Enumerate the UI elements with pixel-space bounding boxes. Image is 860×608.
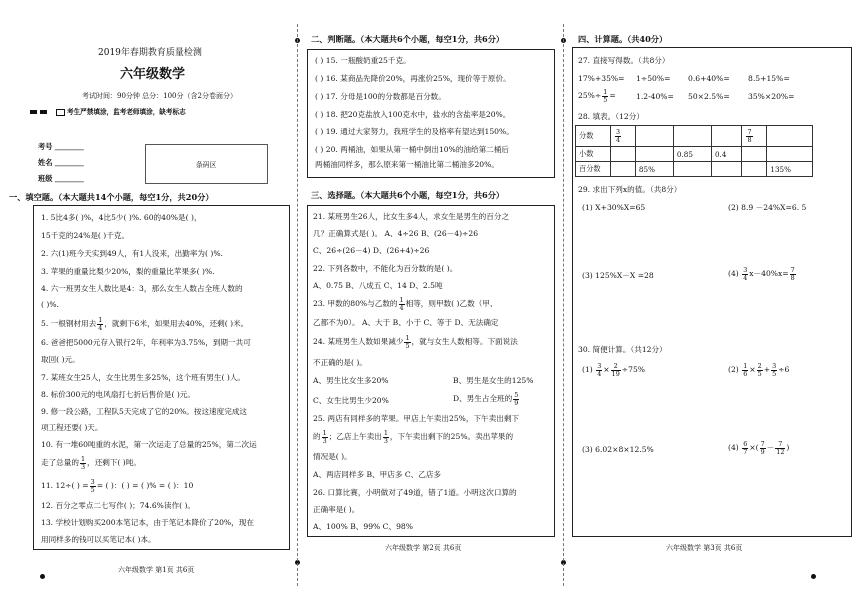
fraction-7-8: $\frac{7}{8}$ [747,127,752,144]
calc-item: 25%÷ $\frac{1}{5}$ = [578,87,616,104]
column-divider [563,24,564,586]
table-cell[interactable] [767,147,813,162]
table-cell[interactable] [767,126,813,147]
q13-line2: 用同样多的钱可以买笔记本( )本。 [41,535,156,544]
table-cell: 0.4 [711,147,741,162]
q6: 6. 爸爸把5000元存入银行2年，年利率为3.75%，到期一共可 [41,338,251,347]
section1-title: 一、填空题。（本大题共14个小题，每空1分，共20分） [9,192,214,202]
table-cell[interactable] [611,162,636,177]
q30: 30. 简便计算。（共12分） [578,345,667,354]
q10-line2 [41,455,141,471]
row-header: 小数 [576,147,611,162]
q4: 4. 六一班男女生人数比是4：3，那么女生人数占全班人数的 [41,284,243,293]
q5-text-a: 5. 一根钢材用去 [41,319,97,328]
table-cell: 135% [767,162,813,177]
fraction-3-5: $\frac{3}{5}$ [772,361,777,378]
page-footer: 六年级数学 第2页 共6页 [385,544,462,552]
table-cell[interactable] [611,126,636,147]
table-cell[interactable] [742,147,767,162]
q24-option-a: A、男生比女生多20% [313,376,389,385]
q2: 2. 六(1)班今天实到49人，有1人没来，出勤率为( )%. [41,249,223,258]
fraction-1-5: $\frac{1}{5}$ [603,87,608,104]
fraction-3-4: $\frac{3}{4}$ [743,265,748,282]
fraction-1-3: $\frac{1}{3}$ [80,454,86,471]
row-header: 百分数 [576,162,611,177]
name-label: 姓名 ＿＿＿＿ [38,158,84,167]
q13: 13. 学校计划购买200本笔记本，由于笔记本降价了20%，现在 [41,518,254,527]
q7: 7. 某班女生25人，女生比男生多25%，这个班有男生( )人。 [41,373,246,382]
fraction-1-6: $\frac{1}{6}$ [743,361,748,378]
column-divider [297,24,298,586]
section2-title: 二、判断题。（本大题共6个小题，每空1分，共6分） [311,34,505,44]
fraction-3-4: $\frac{3}{4}$ [597,361,602,378]
table-cell[interactable] [742,162,767,177]
calc-item: 35%×20%= [748,92,795,101]
q23-text-a: 23. 甲数的80%与乙数的 [313,299,398,308]
q29: 29. 求出下列x的值。（共8分） [578,185,682,194]
q25-line2 [313,429,513,445]
exam-title: 2019年春期教育质量检测 [98,48,202,58]
q21-line2: 几？正确算式是( )。 A、4÷26 B、(26－4)÷26 [313,229,479,238]
q6-line2: 取回( )元。 [41,355,80,364]
fraction-1-4: $\frac{1}{4}$ [98,315,103,332]
page-2 [303,0,558,608]
q9-line2: 项工程还要( )天。 [41,423,103,432]
q21-line3: C、26÷(26－4) D、(26+4)÷26 [313,246,430,255]
equation-4 [728,266,797,282]
q8: 8. 标价300元的电风扇打七折后售价是( )元。 [41,390,195,399]
judge-item: ( ) 20. 两桶油，如果从第一桶中倒出10%的油给第二桶后 [315,145,509,154]
q25: 25. 两店有同样多的苹果。甲店上午卖出25%，下午卖出剩下 [313,414,520,423]
table-cell[interactable] [711,162,741,177]
q10: 10. 有一堆60吨重的水泥，第一次运走了总量的25%，第二次运 [41,440,257,449]
page-footer: 六年级数学 第1页 共6页 [118,566,195,574]
q1: 1. 5比4多( )%，4比5少( )%. 60的40%是( )， [41,213,202,222]
calc-item: 50×2.5%= [688,92,730,101]
q27: 27. 直接写得数。（共8分） [578,56,670,65]
q5 [41,316,248,332]
q9: 9. 修一段公路，工程队5天完成了它的20%。按这速度完成这 [41,407,248,416]
fraction-3-4: $\frac{3}{4}$ [616,127,621,144]
table-cell[interactable] [711,126,741,147]
q22-options: A、0.75 B、八成五 C、14 D、2.5吨 [313,281,443,290]
calc-item: 8.5+15%= [748,74,790,83]
judge-item: ( ) 16. 某商品先降价20%，再涨价25%，现价等于原价。 [315,74,511,83]
q23 [313,296,497,312]
q24 [313,334,518,350]
q23-text-b: 相等，则甲数( )乙数（甲、 [405,299,498,308]
table-cell[interactable] [635,147,673,162]
judge-item: ( ) 17. 分母是100的分数都是百分数。 [315,92,446,101]
table-cell[interactable] [635,126,673,147]
judge-item: ( ) 18. 把20克盐放入100克水中，盐水的含盐率是20%。 [315,110,511,119]
q12: 12. 百分之零点二七写作( )；74.6%读作( )。 [41,501,196,510]
q11-text-a: 11. 12÷( ) = [41,481,89,490]
fraction-1-3: $\frac{1}{3}$ [383,428,388,445]
q26-options: A、100% B、99% C、98% [313,522,413,531]
calc-item: 0.6+40%= [688,74,730,83]
fraction-1-4: $\frac{1}{4}$ [399,295,404,312]
q28: 28. 填表。（12分） [578,112,644,121]
row-header: 分数 [576,126,611,147]
fraction-1-5: $\frac{1}{5}$ [405,333,410,350]
q10-text-a: 走了总量的 [41,458,79,467]
calc-item: 1÷50%= [636,74,671,83]
simplify-1-text: ÷75% [621,365,646,374]
q24-text-b: ，就与女生人数相等。下面说法 [411,337,518,346]
fraction-7-8: $\frac{7}{8}$ [790,265,795,282]
equation-2: (2) 8.9 －24%X=6. 5 [728,203,807,212]
q23-options: 乙都不为0）。 A、大于 B、小于 C、等于 D、无法确定 [313,318,499,327]
q25-text-b: ；乙店上午卖出 [328,432,382,441]
equation-3: (3) 125%X－X =28 [582,271,654,280]
judge-item: ( ) 15. 一瓶酸奶重25千克。 [315,56,411,65]
table-row [576,162,813,177]
fraction-5-9: $\frac{5}{9}$ [514,390,519,407]
table-row [576,147,813,162]
fill-mark-icon [30,110,37,114]
table-row [576,126,813,147]
table-cell[interactable] [742,126,767,147]
q22: 22. 下列各数中，不能化为百分数的是( )。 [313,264,458,273]
q24-option-b: B、男生是女生的125% [453,376,534,385]
q11 [41,478,193,494]
field-label: 班级 [38,174,53,183]
table-cell: 85% [635,162,673,177]
section3-title: 三、选择题。（本大题共6个小题，每空1分，共6分） [311,190,505,200]
q11-text-b: = ( )：( ) = ( )% = ( )：10 [96,481,194,490]
simplify-1-label: (1) [582,365,593,374]
simplify-3: (3) 6.02×8×12.5% [582,445,654,454]
judge-item-cont: 两桶油同样多，那么原来第一桶油比第二桶油多20%。 [315,160,499,169]
q21: 21. 某班男生26人，比女生多4人，求女生是男生的百分之 [313,212,510,221]
equation-1: (1) X+30%X=65 [582,203,646,212]
judge-item: ( ) 19. 通过大家努力，我班学生的及格率有望达到150%。 [315,127,514,136]
fraction-7-12: $\frac{7}{12}$ [776,439,785,456]
q24-text-a: 24. 某班男生人数如果减少 [313,337,404,346]
barcode-area[interactable] [145,144,268,184]
table-cell[interactable] [611,147,636,162]
fraction-3-5: $\frac{3}{5}$ [90,477,95,494]
table-cell[interactable] [673,162,711,177]
eq4-text: x－40%x= [749,269,789,278]
q25-text-c: ，下午卖出剩下的25%。卖出苹果的 [389,432,514,441]
exam-info: 考试时间：90分钟 总分：100分（含2分卷面分） [82,92,237,100]
q3: 3. 苹果的重量比梨少20%，梨的重量比苹果多( )%. [41,267,215,276]
field-label: 考号 [38,142,53,151]
page-3 [568,0,856,608]
q5-text-b: ，就剩下6米，如果用去40%，还剩( )米。 [104,319,249,328]
q4-line2: ( )%. [41,300,59,309]
section4-title: 四、计算题。（共40分） [578,34,668,44]
q25-text-a: 的 [313,432,321,441]
field-label: 姓名 [38,158,53,167]
table-cell: 0.85 [673,147,711,162]
fraction-7-9: $\frac{7}{9}$ [760,439,765,456]
q26: 26. 口算比赛，小明做对了49道，错了1道。小明这次口算的 [313,488,517,497]
simplify-2: (2) $\frac{1}{6}$ × $\frac{2}{5}$ + $\frac{3}{5}$ ÷6 [728,361,790,378]
table-cell[interactable] [673,126,711,147]
simplify-2-label: (2) [728,365,739,374]
exam-number-label: 考号 ＿＿＿＿ [38,142,84,151]
page-1 [0,0,293,608]
fraction-2-5: $\frac{2}{5}$ [757,361,762,378]
q10-text-b: ，还剩下( )吨。 [87,458,141,467]
q25-line3: 情况是( )。 [313,452,352,461]
subject-title: 六年级数学 [120,67,186,82]
fraction-1-3: $\frac{1}{3}$ [322,428,327,445]
q24-option-d-text: D、男生占全班的 [453,394,513,403]
q24-line2: 不正确的是( )。 [313,358,367,367]
fraction-6-7: $\frac{6}{7}$ [743,439,748,456]
q25-options: A、两店同样多 B、甲店多 C、乙店多 [313,470,442,479]
notice-text: 考生严禁填涂，监考老师填涂，缺考标志 [67,108,186,116]
calc-text: 25%÷ [578,91,602,100]
page-footer: 六年级数学 第3页 共6页 [666,544,743,552]
calc-item: 17%+35%= [578,74,625,83]
fill-mark-icon [40,110,47,114]
absent-checkbox[interactable] [56,109,65,116]
q26-line2: 正确率是( )。 [313,505,360,514]
conversion-table [575,125,813,177]
q1-line2: 15千克的24%是( )千克。 [41,231,130,240]
simplify-4-label: (4) [728,443,739,452]
calc-item: 1.2-40%= [636,92,674,101]
simplify-1: (1) $\frac{3}{4}$ × $\frac{2}{19}$ ÷75% [582,361,646,378]
fraction-2-19: $\frac{2}{19}$ [611,361,620,378]
eq4-label: (4) [728,269,739,278]
barcode-label: 条码区 [196,161,217,169]
class-label: 班级 ＿＿＿＿ [38,174,84,183]
q24-option-c: C、女生比男生少20% [313,396,389,405]
simplify-4: (4) $\frac{6}{7}$ ×( $\frac{7}{9}$ － $\frac{7}{12}$ ) [728,439,790,456]
q24-option-d [453,391,520,407]
